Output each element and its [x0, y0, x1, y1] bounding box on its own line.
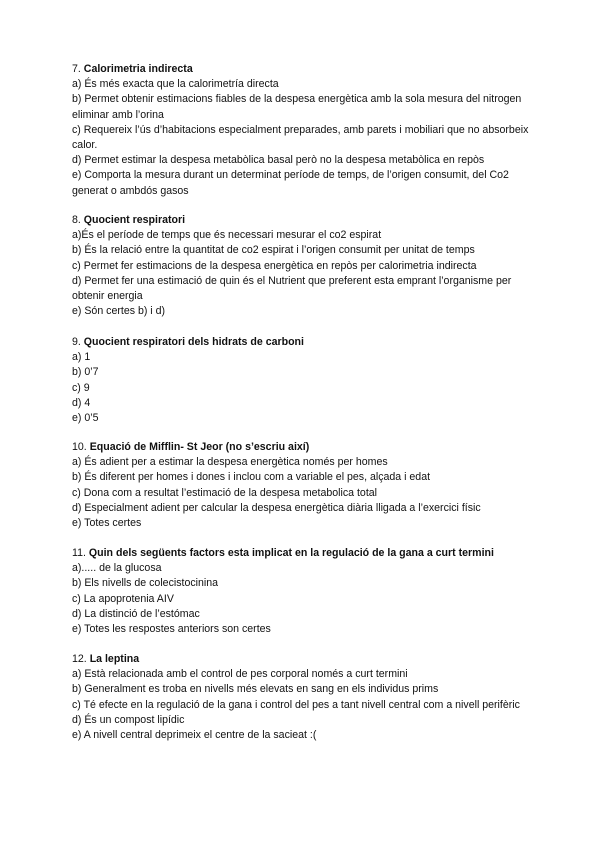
question-10: [72, 440, 532, 531]
question-title: 10. Equació de Mifflin- St Jeor (no s’escriu així): [72, 441, 310, 453]
option-c: c) Permet fer estimacions de la despesa energètica en repòs per calorimetria indirecta: [72, 259, 477, 272]
option-a: a) 1: [72, 351, 91, 364]
option-d: d) Especialment adient per calcular la despesa energètica diària lligada a l’exercici físic: [72, 501, 481, 514]
option-e: e) Totes certes: [72, 517, 142, 530]
question-title: 7. Calorimetria indirecta: [72, 63, 193, 75]
option-a: a) És adient per a estimar la despesa energètica només per homes: [72, 456, 388, 469]
option-b: b) Els nivells de colecistocinina: [72, 577, 219, 590]
option-b: b) Permet obtenir estimacions fiables de la despesa energètica amb la sola mesura del nitrogen eliminar amb l’orina: [72, 93, 522, 121]
question-11: [72, 546, 532, 637]
option-c: c) Té efecte en la regulació de la gana i control del pes a tant nivell central com a nivell perifèric: [72, 698, 520, 711]
option-a: a) Està relacionada amb el control de pes corporal només a curt termini: [72, 668, 408, 681]
option-b: b) És la relació entre la quantitat de co2 espirat i l’origen consumit per unitat de temps: [72, 244, 475, 257]
option-e: e) Comporta la mesura durant un determinat període de temps, de l’origen consumit, del Co2 generat o ambdós gasos: [72, 169, 509, 197]
question-title: 8. Quocient respiratori: [72, 214, 186, 226]
option-e: e) 0’5: [72, 412, 99, 425]
option-a: a) És més exacta que la calorimetría directa: [72, 78, 279, 91]
option-c: c) Dona com a resultat l’estimació de la despesa metabolica total: [72, 486, 378, 499]
option-b: b) Generalment es troba en nivells més elevats en sang en els individus prims: [72, 683, 439, 696]
option-d: d) La distinció de l’estómac: [72, 607, 200, 620]
option-c: c) La apoprotenia AIV: [72, 592, 174, 605]
option-b: b) És diferent per homes i dones i inclou com a variable el pes, alçada i edat: [72, 471, 431, 484]
option-e: e) A nivell central deprimeix el centre de la sacieat :(: [72, 729, 317, 742]
option-c: c) 9: [72, 381, 90, 394]
option-e: e) Són certes b) i d): [72, 305, 166, 318]
option-a: a)És el període de temps que és necessari mesurar el co2 espirat: [72, 229, 382, 242]
question-title: 11. Quin dels següents factors esta implicat en la regulació de la gana a curt termini: [72, 547, 494, 559]
option-d: d) És un compost lipídic: [72, 713, 185, 726]
option-c: c) Requereix l’ús d’habitacions especialment preparades, amb parets i mobiliari que no absorbeix calor.: [72, 123, 529, 152]
question-title: 9. Quocient respiratori dels hidrats de carboni: [72, 336, 304, 348]
question-8: [72, 213, 532, 319]
option-a: a)..... de la glucosa: [72, 562, 162, 575]
question-9: [72, 335, 532, 426]
option-b: b) 0’7: [72, 366, 99, 379]
question-12: [72, 652, 532, 743]
question-title: 12. La leptina: [72, 653, 140, 665]
option-e: e) Totes les respostes anteriors son certes: [72, 623, 271, 636]
question-7: [72, 62, 532, 199]
option-d: d) Permet fer una estimació de quin és el Nutrient que preferent esta emprant l’organisme per obtenir energia: [72, 274, 512, 303]
option-d: d) Permet estimar la despesa metabòlica basal però no la despesa metabòlica en repòs: [72, 154, 485, 167]
option-d: d) 4: [72, 396, 91, 409]
